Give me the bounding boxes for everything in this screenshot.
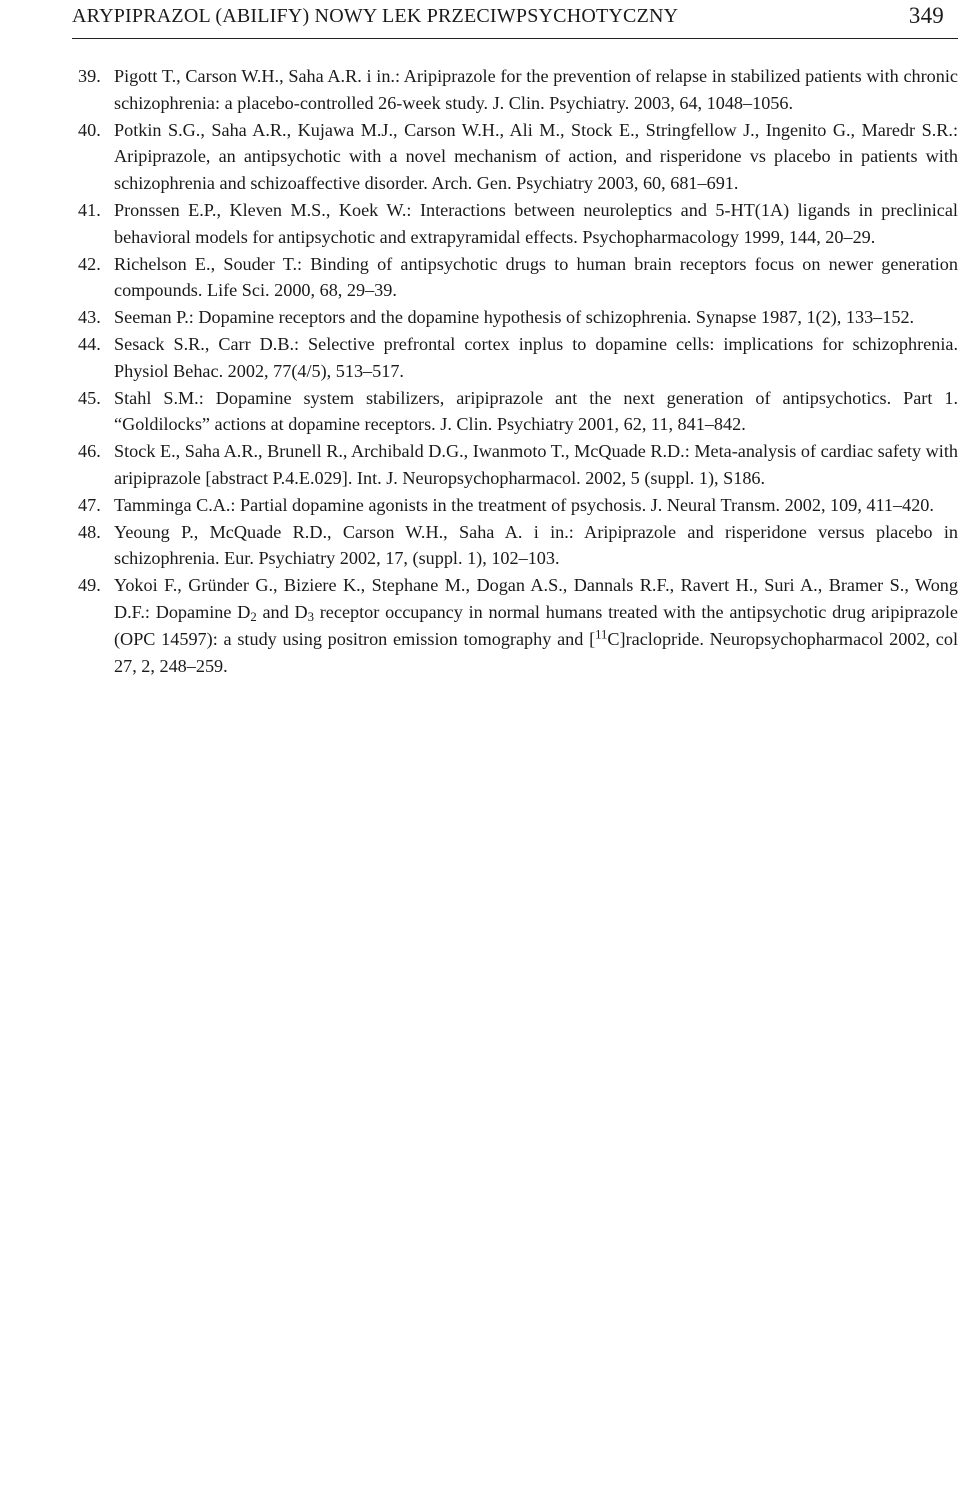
- reference-item-43: [78, 304, 958, 331]
- reference-text: Yeoung P., McQuade R.D., Carson W.H., Saha A. i in.: Aripiprazole and risperidone versus placebo in schizophrenia. Eur. Psychiatry 2002, 17, (suppl. 1), 102–103.: [114, 521, 958, 569]
- reference-text: Tamminga C.A.: Partial dopamine agonists in the treatment of psychosis. J. Neural Transm. 2002, 109, 411–420.: [114, 494, 934, 515]
- reference-text-part: C]raclopride. Neuropsychopharmacol 2002, col 27, 2, 248–259.: [114, 628, 958, 676]
- reference-item-49: [78, 572, 958, 679]
- reference-item-44: [78, 331, 958, 385]
- reference-item-45: [78, 385, 958, 439]
- reference-number: 41.: [78, 199, 101, 220]
- reference-number: 39.: [78, 66, 101, 86]
- reference-number: 40.: [78, 119, 101, 140]
- reference-number: 49.: [78, 575, 101, 596]
- reference-item-42: [78, 251, 958, 305]
- reference-item-40: [78, 117, 958, 197]
- reference-text: Pronssen E.P., Kleven M.S., Koek W.: Interactions between neuroleptics and 5-HT(1A) ligands in preclinical behavioral models for antipsychotic and extrapyramidal effects. Psychopharmacology 1999, 144, 20–29.: [114, 199, 958, 247]
- reference-text-part: receptor occupancy in normal humans treated with the antipsychotic drug aripiprazole (OPC 14597): a study using positron emission tomography and [: [114, 601, 958, 649]
- subscript-3: 3: [307, 610, 314, 625]
- reference-text: Stock E., Saha A.R., Brunell R., Archibald D.G., Iwanmoto T., McQuade R.D.: Meta-analysis of cardiac safety with aripiprazole [abstract P.4.E.029]. Int. J. Neuropsychopharmacol. 2002, 5 (suppl. 1), S186.: [114, 441, 958, 488]
- reference-text-part: and D: [256, 601, 308, 622]
- reference-item-48: [78, 519, 958, 573]
- reference-number: 43.: [78, 307, 101, 328]
- subscript-2: 2: [250, 610, 257, 625]
- reference-text: [114, 572, 958, 679]
- reference-text-part: Yokoi F., Gründer G., Biziere K., Stephane M., Dogan A.S., Dannals R.F., Ravert H., Suri A., Bramer S., Wong D.F.: Dopamine D: [114, 575, 958, 622]
- reference-number: 45.: [78, 387, 101, 408]
- reference-item-47: [78, 492, 958, 519]
- reference-number: 44.: [78, 333, 101, 354]
- superscript-11: 11: [595, 627, 608, 642]
- reference-item-46: [78, 438, 958, 492]
- reference-item-41: [78, 197, 958, 251]
- reference-text: Richelson E., Souder T.: Binding of antipsychotic drugs to human brain receptors focus on newer generation compounds. Life Sci. 2000, 68, 29–39.: [114, 253, 958, 301]
- reference-text: Pigott T., Carson W.H., Saha A.R. i in.: Aripiprazole for the prevention of relapse in stabilized patients with chronic schizophrenia: a placebo-controlled 26-week study. J. Clin. Psychiatry. 2003, 64, 1048–1056.: [114, 66, 958, 113]
- running-title: ARYPIPRAZOL (ABILIFY) NOWY LEK PRZECIWPSYCHOTYCZNY: [72, 5, 679, 27]
- reference-text: Stahl S.M.: Dopamine system stabilizers, aripiprazole ant the next generation of antipsychotics. Part 1. “Goldilocks” actions at dopamine receptors. J. Clin. Psychiatry 2001, 62, 11, 841–842.: [114, 387, 958, 435]
- page-number: 349: [908, 3, 944, 28]
- reference-number: 47.: [78, 494, 101, 515]
- reference-list: [78, 63, 958, 679]
- reference-text: Potkin S.G., Saha A.R., Kujawa M.J., Carson W.H., Ali M., Stock E., Stringfellow J., Ingenito G., Maredr S.R.: Aripiprazole, an antipsychotic with a novel mechanism of action, and risperidone vs placebo in patients with schizophrenia and schizoaffective disorder. Arch. Gen. Psychiatry 2003, 60, 681–691.: [114, 119, 958, 194]
- reference-number: 42.: [78, 253, 101, 274]
- reference-number: 46.: [78, 441, 101, 462]
- reference-item-39: [78, 63, 958, 117]
- running-head: [72, 4, 944, 28]
- header-rule: [72, 38, 958, 39]
- reference-text: Sesack S.R., Carr D.B.: Selective prefrontal cortex inplus to dopamine cells: implications for schizophrenia. Physiol Behac. 2002, 77(4/5), 513–517.: [114, 333, 958, 381]
- reference-number: 48.: [78, 521, 101, 542]
- reference-text: Seeman P.: Dopamine receptors and the dopamine hypothesis of schizophrenia. Synapse 1987, 1(2), 133–152.: [114, 307, 915, 328]
